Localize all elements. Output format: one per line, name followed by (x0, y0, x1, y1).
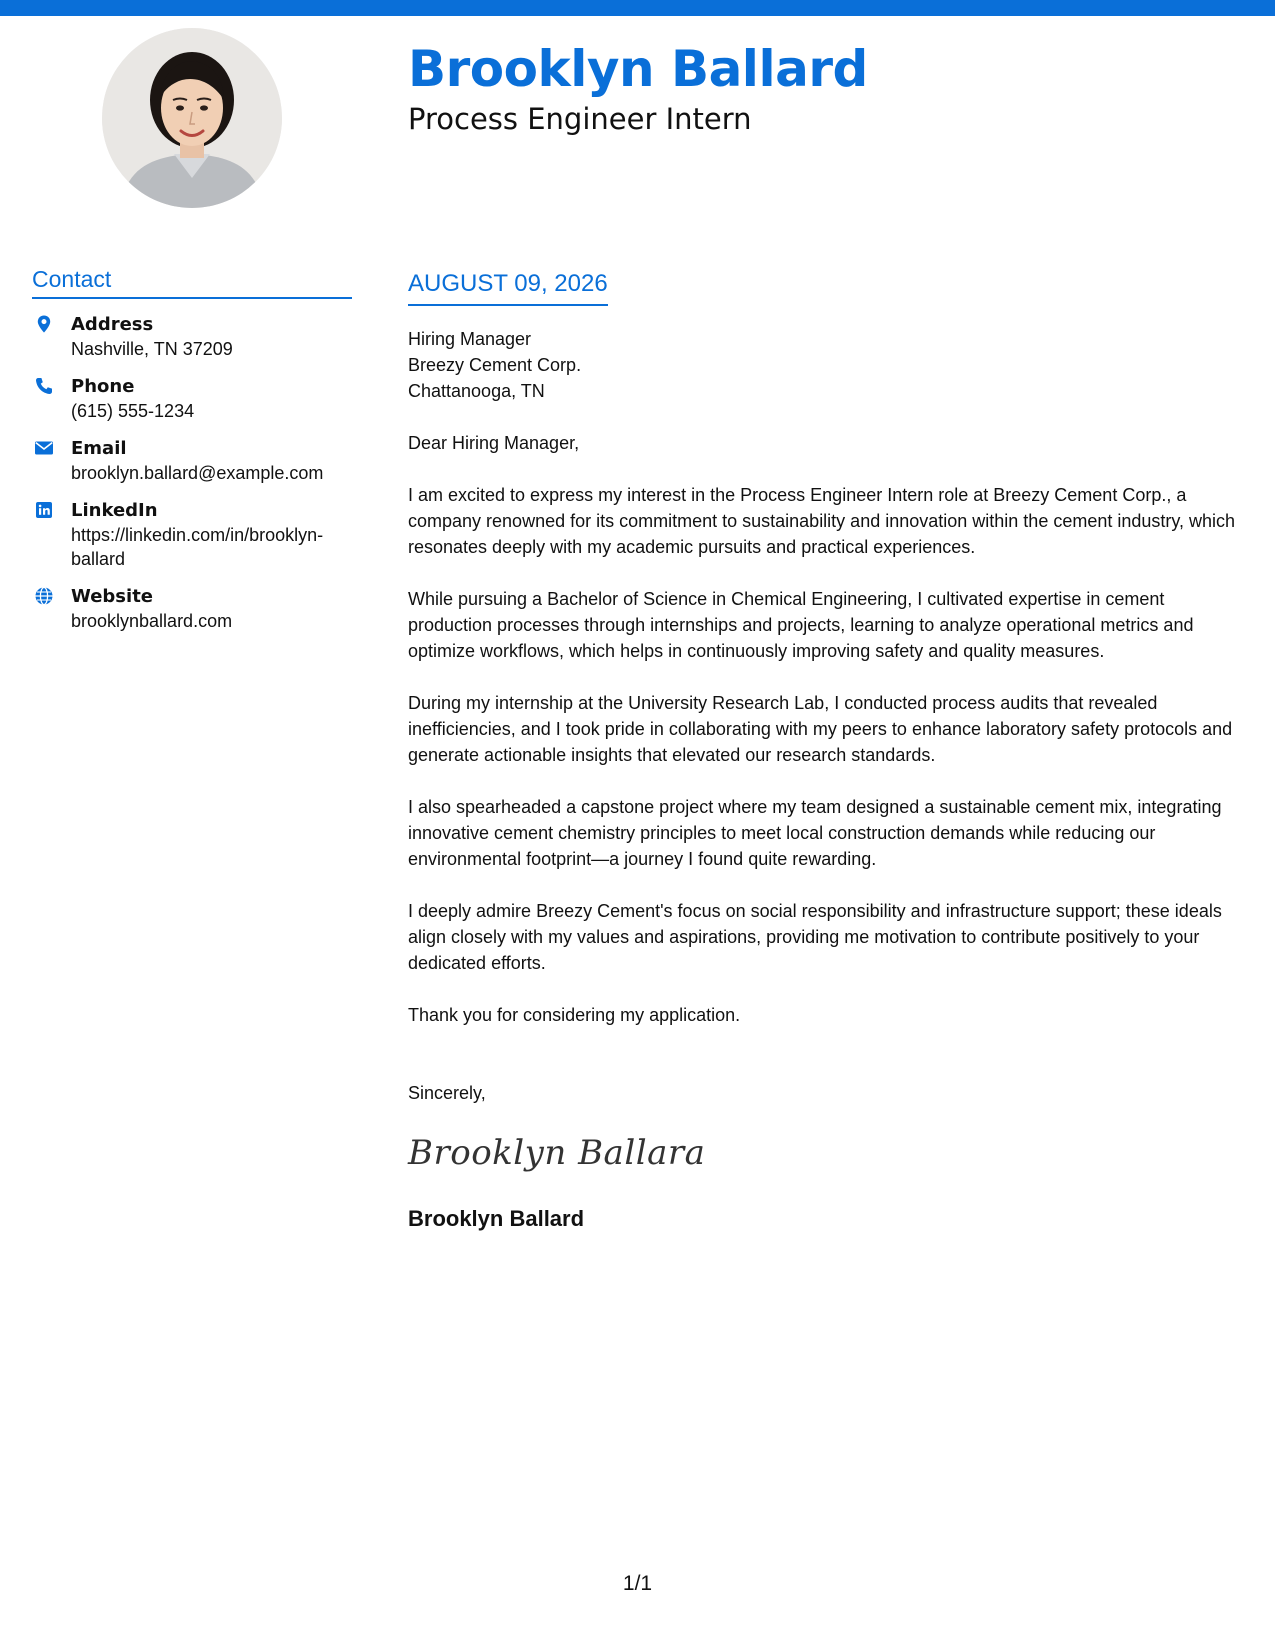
job-title: Process Engineer Intern (408, 102, 752, 136)
contact-website[interactable] (32, 585, 352, 633)
contact-value: (615) 555-1234 (71, 401, 195, 421)
recipient-block (408, 326, 1240, 404)
salutation: Dear Hiring Manager, (408, 433, 580, 453)
contact-value: Nashville, TN 37209 (71, 339, 233, 359)
email-link[interactable]: brooklyn.ballard@example.com (71, 463, 324, 483)
closing: Sincerely, (408, 1083, 486, 1103)
signer-name: Brooklyn Ballard (408, 1206, 585, 1231)
contact-address (32, 313, 352, 361)
contact-label: Email (71, 438, 127, 459)
linkedin-icon (34, 500, 54, 520)
recipient-line: Breezy Cement Corp. (408, 355, 582, 375)
contact-label: Address (71, 314, 154, 335)
location-pin-icon (34, 314, 54, 334)
handwritten-signature: Brooklyn Ballara (408, 1133, 706, 1173)
candidate-name: Brooklyn Ballard (408, 40, 868, 98)
letter-paragraph: I also spearheaded a capstone project where my team designed a sustainable cement mix, integrating innovative cement chemistry principles to meet local construction demands while reducing our environmental footprint—a journey I found quite rewarding. (408, 797, 1222, 869)
linkedin-link[interactable]: https://linkedin.com/in/brooklynballard (71, 525, 324, 569)
page-number: 1/1 (622, 1572, 653, 1595)
globe-icon (34, 586, 54, 606)
cover-letter-body (408, 270, 1240, 1234)
website-link[interactable]: brooklynballard.com (71, 611, 233, 631)
contact-label: Phone (71, 376, 135, 397)
letter-paragraph: While pursuing a Bachelor of Science in Chemical Engineering, I cultivated expertise in cement production processes through internships and projects, learning to analyze operational metrics and optimize workflows, which helps in continuously improving safety and quality measures. (408, 589, 1194, 661)
contact-label: LinkedIn (71, 500, 158, 521)
envelope-icon (34, 438, 54, 458)
letter-date: AUGUST 09, 2026 (408, 270, 608, 306)
contact-email[interactable] (32, 437, 352, 485)
contact-sidebar (32, 266, 352, 647)
letter-paragraph: I deeply admire Breezy Cement's focus on social responsibility and infrastructure support; these ideals align closely with my values and aspirations, providing me motivation to contribute positively to your dedicated efforts. (408, 901, 1222, 973)
profile-photo (102, 28, 282, 208)
contact-phone (32, 375, 352, 423)
phone-icon (34, 376, 54, 396)
letter-paragraph: Thank you for considering my application. (408, 1005, 741, 1025)
letter-paragraph: I am excited to express my interest in the Process Engineer Intern role at Breezy Cement Corp., a company renowned for its commitment to sustainability and innovation within the cement industry, which resonates deeply with my academic pursuits and practical experiences. (408, 485, 1236, 557)
contact-label: Website (71, 586, 154, 607)
top-accent-bar (0, 0, 1275, 16)
letter-paragraph: During my internship at the University Research Lab, I conducted process audits that revealed inefficiencies, and I took pride in collaborating with my peers to enhance laboratory safety protocols and generate actionable insights that elevated our research standards. (408, 693, 1233, 765)
recipient-line: Chattanooga, TN (408, 381, 545, 401)
contact-heading: Contact (32, 266, 352, 299)
recipient-line: Hiring Manager (408, 329, 532, 349)
contact-linkedin[interactable] (32, 499, 352, 571)
